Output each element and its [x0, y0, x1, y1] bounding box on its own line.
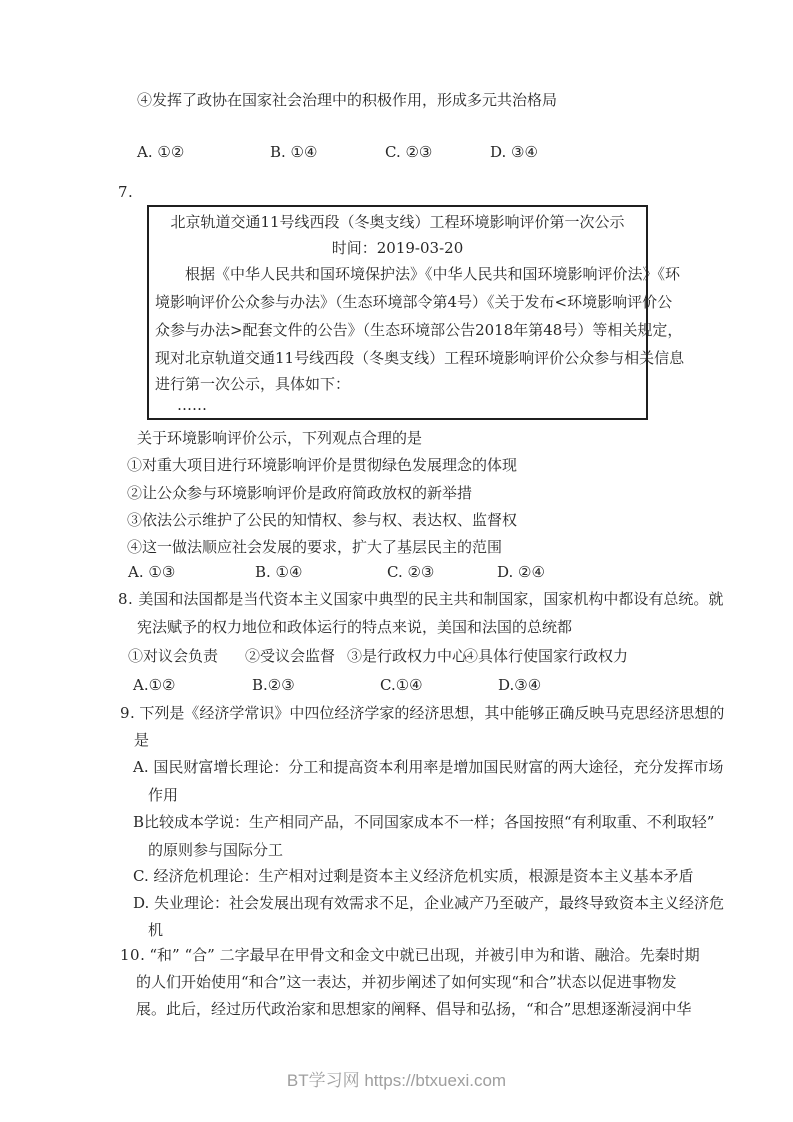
q8-choice-b: B.②③ [252, 676, 295, 694]
q7-statement-1: ①对重大项目进行环境影响评价是贯彻绿色发展理念的体现 [127, 456, 518, 474]
q6-choice-a: A. ①② [137, 143, 185, 161]
q8-statement-2: ②受议会监督 [245, 647, 336, 665]
q7-choice-b: B. ①④ [255, 563, 303, 581]
q9-number: 9. [120, 704, 136, 722]
notice-body-line: 根据《中华人民共和国环境保护法》《中华人民共和国环境影响评价法》《环 [185, 265, 681, 283]
q6-choice-b: B. ①④ [270, 143, 318, 161]
q7-statement-3: ③依法公示维护了公民的知情权、参与权、表达权、监督权 [127, 511, 518, 529]
notice-body-line: 进行第一次公示，具体如下： [155, 375, 351, 393]
q9-stem-line-1: 9. 下列是《经济学常识》中四位经济学家的经济思想，其中能够正确反映马克思经济思想的 [120, 704, 725, 722]
q9-option-d-line-2: 机 [148, 921, 164, 939]
q9-option-b-line-1: B比较成本学说：生产相同产品，不同国家成本不一样；各国按照“有利取重、不利取轻” [133, 813, 715, 831]
q10-number: 10. [120, 946, 146, 964]
q8-statement-3: ③是行政权力中心 [347, 647, 468, 665]
q8-choice-a: A.①② [133, 676, 176, 694]
q6-choice-d: D. ③④ [490, 143, 538, 161]
q7-choice-d: D. ②④ [497, 563, 545, 581]
notice-title: 北京轨道交通11号线西段（冬奥支线）工程环境影响评价第一次公示 [170, 213, 625, 231]
notice-body-line: 境影响评价公众参与办法》（生态环境部令第4号）《关于发布<环境影响评价公 [155, 293, 673, 311]
q10-stem-line-3: 展。此后，经过历代政治家和思想家的阐释、倡导和弘扬，“和合”思想逐渐浸润中华 [136, 1000, 692, 1018]
q8-stem-line-2: 宪法赋予的权力地位和政体运行的特点来说，美国和法国的总统都 [137, 618, 573, 636]
q6-choice-c: C. ②③ [385, 143, 433, 161]
q7-statement-4: ④这一做法顺应社会发展的要求，扩大了基层民主的范围 [127, 538, 503, 556]
notice-time: 时间：2019-03-20 [331, 239, 464, 257]
q7-choice-a: A. ①③ [128, 563, 176, 581]
q9-option-b-line-2: 的原则参与国际分工 [148, 841, 284, 859]
q8-number: 8. [118, 590, 134, 608]
q9-option-a-line-2: 作用 [148, 786, 179, 804]
q9-option-c: C. 经济危机理论：生产相对过剩是资本主义经济危机实质，根源是资本主义基本矛盾 [133, 867, 694, 885]
notice-ellipsis: …… [177, 396, 207, 414]
notice-body-line: 现对北京轨道交通11号线西段（冬奥支线）工程环境影响评价公众参与相关信息 [155, 349, 685, 367]
q8-stem-line-1: 8. 美国和法国都是当代资本主义国家中典型的民主共和制国家，国家机构中都设有总统。就 [118, 590, 724, 608]
q7-choice-c: C. ②③ [387, 563, 435, 581]
notice-box [147, 205, 685, 420]
q9-option-a-line-1: A. 国民财富增长理论：分工和提高资本利用率是增加国民财富的两大途径，充分发挥市场 [133, 758, 724, 776]
q8-choice-c: C.①④ [380, 676, 423, 694]
q7-statement-2: ②让公众参与环境影响评价是政府简政放权的新举措 [127, 484, 473, 502]
site-watermark: BT学习网 https://btxuexi.com [286, 1071, 507, 1090]
q6-statement-4: ④发挥了政协在国家社会治理中的积极作用，形成多元共治格局 [137, 91, 558, 109]
q8-choice-d: D.③④ [498, 676, 542, 694]
q10-stem-line-2: 的人们开始使用“和合”这一表达，并初步阐述了如何实现“和合”状态以促进事物发 [136, 973, 677, 991]
q8-statement-1: ①对议会负责 [128, 647, 219, 665]
q10-stem-line-1: 10. “和” “合” 二字最早在甲骨文和金文中就已出现，并被引申为和谐、融洽。先秦时期 [120, 946, 700, 964]
q7-stem: 关于环境影响评价公示，下列观点合理的是 [137, 429, 423, 447]
q7-number: 7. [118, 183, 134, 201]
q9-option-d-line-1: D. 失业理论：社会发展出现有效需求不足，企业减产乃至破产，最终导致资本主义经济危 [133, 894, 725, 912]
q9-stem-line-2: 是 [134, 731, 150, 749]
notice-body-line: 众参与办法>配套文件的公告》（生态环境部公告2018年第48号）等相关规定， [155, 321, 683, 339]
q8-statement-4: ④具体行使国家行政权力 [463, 647, 629, 665]
